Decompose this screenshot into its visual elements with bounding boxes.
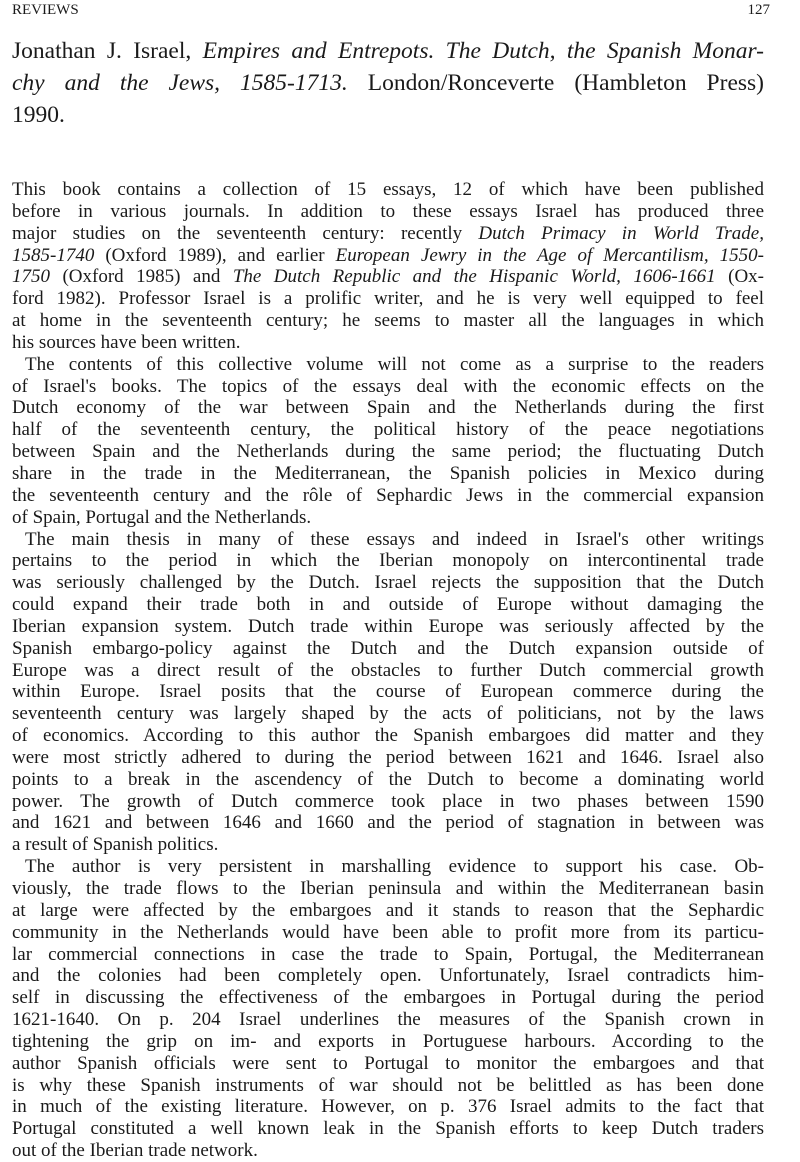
text-line — [12, 310, 764, 332]
text-segment: were most strictly adhered to during the period between 1621 and 1646. Israel also — [12, 746, 764, 768]
text-segment: seventeenth century was largely shaped by the acts of politicians, not by the laws — [12, 703, 764, 725]
text-segment: community in the Netherlands would have been able to profit more from its particu- — [12, 921, 764, 943]
text-line — [12, 834, 764, 856]
italic-title-text: 1585-1740 — [12, 244, 95, 266]
text-segment: at home in the seventeenth century; he seems to master all the languages in which — [12, 310, 764, 332]
text-segment: share in the trade in the Mediterranean, the Spanish policies in Mexico during — [12, 462, 764, 484]
text-line — [12, 463, 764, 485]
text-line — [12, 376, 764, 398]
italic-title-text: European Jewry in the Age of Mercantilism, 1550- — [335, 244, 764, 266]
text-line — [12, 1118, 764, 1140]
text-segment: points to a break in the ascendency of the Dutch to become a dominating world — [12, 768, 764, 790]
text-segment: viously, the trade flows to the Iberian peninsula and within the Mediterranean basin — [12, 878, 764, 899]
text-line — [12, 1096, 764, 1118]
text-segment: is why these Spanish instruments of war should not be belittled as has been done — [12, 1074, 764, 1096]
text-segment: of economics. According to this author the Spanish embargoes did matter and they — [12, 725, 764, 747]
running-header — [12, 0, 770, 20]
text-segment: within Europe. Israel posits that the course of European commerce during the — [12, 681, 764, 703]
text-line — [12, 681, 764, 703]
text-line — [12, 397, 764, 419]
text-segment: the seventeenth century and the rôle of Sephardic Jews in the commercial expansion — [12, 484, 764, 506]
text-line — [12, 332, 764, 354]
text-segment: Dutch economy of the war between Spain and the Netherlands during the first — [12, 397, 764, 419]
text-segment: tightening the grip on im- and exports in Portuguese harbours. According to the — [12, 1030, 764, 1052]
text-line — [12, 900, 764, 922]
text-line — [12, 965, 764, 987]
review-citation-heading — [12, 35, 764, 131]
text-line — [12, 1009, 764, 1031]
text-segment: Iberian expansion system. Dutch trade within Europe was seriously affected by the — [12, 615, 764, 637]
text-line — [12, 856, 764, 878]
text-line — [12, 594, 764, 616]
review-body — [12, 179, 764, 1162]
text-segment: Europe was a direct result of the obstacles to further Dutch commercial growth — [12, 659, 764, 681]
text-segment: (Ox- — [715, 266, 764, 288]
text-line — [12, 507, 764, 529]
text-line — [12, 944, 764, 966]
text-line — [12, 67, 764, 99]
text-line — [12, 987, 764, 1009]
text-segment: major studies on the seventeenth century: recently — [12, 222, 479, 244]
text-segment: 1621-1640. On p. 204 Israel underlines the measures of the Spanish crown in — [12, 1009, 764, 1031]
text-line — [12, 769, 764, 791]
text-segment: ford 1982). Professor Israel is a prolific writer, and he is very well equipped to feel — [12, 288, 764, 310]
text-segment: before in various journals. In addition to these essays Israel has produced three — [12, 200, 764, 222]
text-segment: his sources have been written. — [12, 331, 241, 353]
text-line — [12, 791, 764, 813]
text-segment: Spanish embargo-policy against the Dutch and the Dutch expansion outside of — [12, 637, 764, 659]
text-segment: The contents of this collective volume will not come as a surprise to the readers — [25, 353, 764, 375]
text-segment: The author is very persistent in marshalling evidence to support his case. Ob- — [25, 856, 764, 878]
text-segment: a result of Spanish politics. — [12, 834, 219, 856]
text-line — [12, 878, 764, 900]
text-segment: author Spanish officials were sent to Portugal to monitor the embargoes and that — [12, 1052, 764, 1074]
text-line — [12, 703, 764, 725]
text-segment: London/Ronceverte (Hambleton Press) — [347, 70, 765, 96]
paragraph — [12, 179, 764, 354]
text-segment: (Oxford 1989), and earlier — [94, 244, 336, 266]
text-segment: The main thesis in many of these essays and indeed in Israel's other writings — [25, 528, 764, 550]
italic-title-text: The Dutch Republic and the Hispanic World, 1606-1661 — [232, 266, 716, 288]
text-segment: could expand their trade both in and outside of Europe without damaging the — [12, 594, 764, 616]
text-segment: This book contains a collection of 15 essays, 12 of which have been published — [12, 179, 764, 200]
text-segment: out of the Iberian trade network. — [12, 1140, 258, 1162]
italic-title-text: chy and the Jews, 1585-1713. — [12, 70, 348, 96]
italic-title-text: 1750 — [12, 266, 50, 288]
text-segment: (Oxford 1985) and — [50, 266, 233, 288]
text-line — [12, 1075, 764, 1097]
text-line — [12, 747, 764, 769]
text-line — [12, 725, 764, 747]
text-segment: power. The growth of Dutch commerce took place in two phases between 1590 — [12, 790, 764, 812]
text-segment: Portugal constituted a well known leak in the Spanish efforts to keep Dutch traders — [12, 1118, 764, 1140]
paragraph — [12, 354, 764, 529]
text-line — [12, 812, 764, 834]
text-line — [12, 1053, 764, 1075]
text-segment: of Israel's books. The topics of the essays deal with the economic effects on the — [12, 375, 764, 397]
text-segment: and the colonies had been completely open. Unfortunately, Israel contradicts him- — [12, 965, 764, 987]
text-segment: lar commercial connections in case the trade to Spain, Portugal, the Mediterranean — [12, 943, 764, 965]
text-line — [12, 922, 764, 944]
page-number: 127 — [747, 2, 770, 18]
text-line — [12, 179, 764, 201]
text-segment: half of the seventeenth century, the political history of the peace negotiations — [12, 419, 764, 441]
text-line — [12, 288, 764, 310]
text-segment: between Spain and the Netherlands during the same period; the fluctuating Dutch — [12, 441, 764, 463]
text-line — [12, 201, 764, 223]
text-line — [12, 266, 764, 288]
text-segment: 1990. — [12, 102, 65, 128]
text-line — [12, 354, 764, 376]
text-line — [12, 572, 764, 594]
text-segment: at large were affected by the embargoes and it stands to reason that the Sephardic — [12, 899, 764, 921]
text-line — [12, 245, 764, 267]
text-line — [12, 638, 764, 660]
text-line — [12, 550, 764, 572]
text-line — [12, 223, 764, 245]
text-line — [12, 616, 764, 638]
text-segment: self in discussing the effectiveness of the embargoes in Portugal during the period — [12, 987, 764, 1009]
text-segment: was seriously challenged by the Dutch. Israel rejects the supposition that the Dutch — [12, 572, 764, 594]
section-title: REVIEWS — [12, 2, 79, 18]
text-line — [12, 35, 764, 67]
text-line — [12, 1140, 764, 1162]
text-line — [12, 529, 764, 551]
text-line — [12, 99, 764, 131]
text-segment: pertains to the period in which the Iberian monopoly on intercontinental trade — [12, 550, 764, 572]
italic-title-text: Empires and Entrepots. The Dutch, the Spanish Monar- — [202, 38, 765, 64]
paragraph — [12, 856, 764, 1162]
text-line — [12, 441, 764, 463]
text-line — [12, 485, 764, 507]
text-segment: and 1621 and between 1646 and 1660 and the period of stagnation in between was — [12, 812, 764, 834]
italic-title-text: Dutch Primacy in World Trade, — [478, 222, 764, 244]
paragraph — [12, 529, 764, 857]
text-line — [12, 1031, 764, 1053]
text-segment: Jonathan J. Israel, — [12, 38, 203, 64]
text-segment: of Spain, Portugal and the Netherlands. — [12, 506, 312, 528]
text-line — [12, 660, 764, 682]
text-segment: in much of the existing literature. However, on p. 376 Israel admits to the fact that — [12, 1096, 764, 1118]
text-line — [12, 419, 764, 441]
